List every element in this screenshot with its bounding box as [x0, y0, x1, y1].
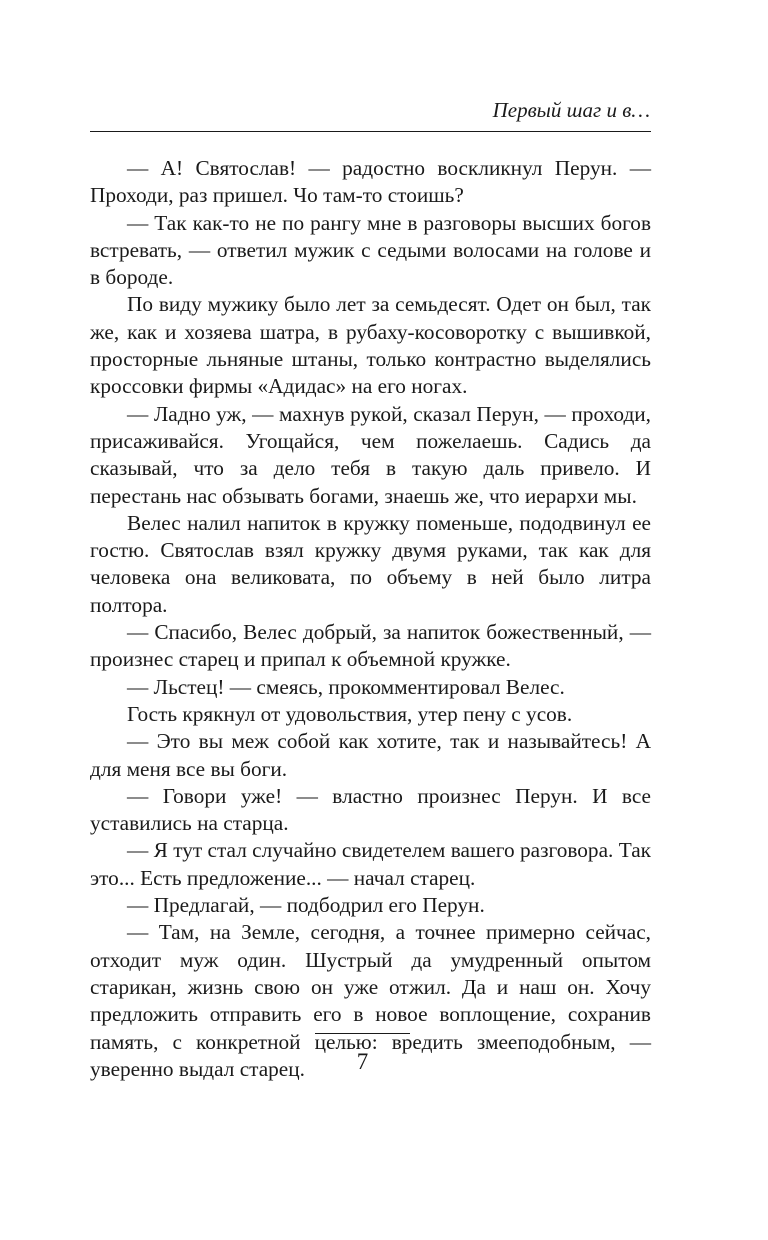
- footer-divider: [315, 1033, 410, 1034]
- running-head: Первый шаг и в…: [492, 98, 650, 122]
- paragraph: — Предлагай, — подбодрил его Перун.: [127, 893, 485, 918]
- paragraph: — Льстец! — смеясь, прокомментировал Велес.: [127, 674, 565, 699]
- paragraph: — Я тут стал случайно свидетелем вашего разговора. Так это... Есть предложение... — начал старец.: [90, 838, 651, 890]
- paragraph: — Говори уже! — властно произнес Перун. И все уставились на старца.: [90, 783, 651, 836]
- paragraph: — Это вы меж собой как хотите, так и называйтесь! А для меня все вы боги.: [90, 729, 651, 781]
- header-divider: [90, 131, 651, 132]
- paragraph: — Так как-то не по рангу мне в разговоры высших богов встревать, — ответил мужик с седыми волосами на голове и в бороде.: [90, 210, 651, 290]
- paragraph: Гость крякнул от удовольствия, утер пену с усов.: [127, 701, 573, 726]
- body-text: [90, 155, 651, 1083]
- paragraph: — Там, на Земле, сегодня, а точнее примерно сейчас, отходит муж один. Шустрый да умудренный опытом старикан, жизнь свою он уже отжил. Да и наш он. Хочу предложить отправить его в новое воплощение, сохранив память, с конкретной целью: вредить змееподобным, — уверенно выдал старец.: [90, 920, 651, 1081]
- paragraph: — Ладно уж, — махнув рукой, сказал Перун, — проходи, присаживайся. Угощайся, чем пожелаешь. Садись да сказывай, что за дело тебя в такую даль привело. И перестань нас обзывать богами, знаешь же, что иерархи мы.: [90, 401, 651, 508]
- paragraph: — А! Святослав! — радостно воскликнул Перун. — Проходи, раз пришел. Чо там-то стоишь?: [90, 156, 651, 208]
- paragraph: Велес налил напиток в кружку поменьше, пододвинул ее гостю. Святослав взял кружку двумя руками, так как для человека она великовата, по объему в ней было литра полтора.: [90, 510, 651, 617]
- paragraph: По виду мужику было лет за семьдесят. Одет он был, так же, как и хозяева шатра, в рубаху-косоворотку с вышивкой, просторные льняные штаны, только контрастно выделялись кроссовки фирмы «Адидас» на его ногах.: [90, 292, 651, 399]
- paragraph: — Спасибо, Велес добрый, за напиток божественный, — произнес старец и припал к объемной кружке.: [90, 620, 651, 672]
- page-number: 7: [356, 1049, 369, 1074]
